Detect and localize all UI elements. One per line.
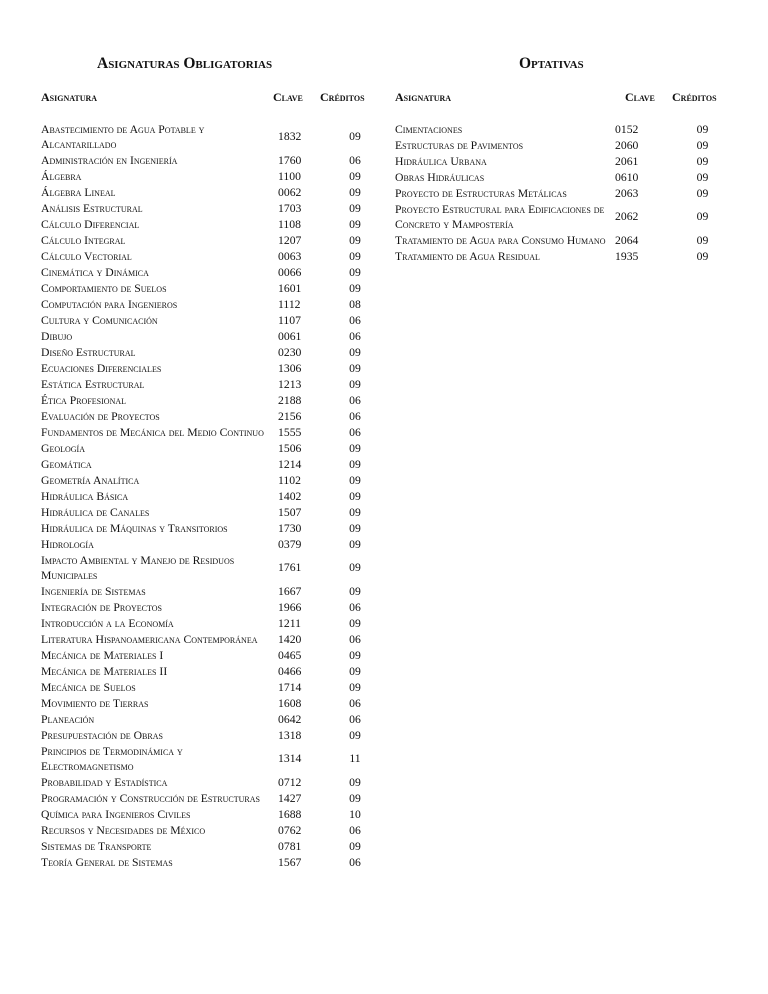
optativas-header-clave: Clave (625, 90, 655, 104)
subject-creditos: 09 (349, 265, 361, 279)
subject-clave: 1667 (278, 584, 302, 598)
subject-creditos: 09 (349, 457, 361, 471)
table-row (41, 360, 376, 376)
table-row (41, 536, 376, 552)
subject-clave: 1761 (278, 561, 302, 574)
subject-name: Cinemática y Dinámica (41, 265, 149, 279)
subject-name: Comportamiento de Suelos (41, 281, 167, 295)
table-row (41, 408, 376, 424)
table-row (395, 169, 728, 185)
table-row (41, 679, 376, 695)
subject-creditos: 09 (696, 233, 709, 247)
subject-name: Sistemas de Transporte (41, 839, 152, 853)
subject-clave: 1211 (278, 616, 301, 630)
subject-name: Estructuras de Pavimentos (395, 138, 524, 152)
subject-creditos: 06 (349, 632, 361, 646)
subject-creditos: 09 (696, 138, 709, 152)
subject-name: Recursos y Necesidades de México (41, 823, 206, 837)
subject-creditos: 09 (349, 505, 361, 519)
table-row (41, 216, 376, 232)
subject-clave: 1567 (278, 855, 302, 869)
subject-creditos: 11 (349, 752, 361, 765)
subject-creditos: 06 (349, 313, 361, 327)
subject-clave: 1420 (278, 632, 302, 646)
subject-creditos: 09 (349, 839, 361, 853)
subject-name: Teoría General de Sistemas (41, 855, 173, 869)
subject-name: Estática Estructural (41, 377, 145, 391)
subject-name: Geomática (41, 457, 92, 471)
subject-clave: 0061 (278, 329, 302, 343)
table-row (41, 615, 376, 631)
subject-name: Integración de Proyectos (41, 600, 162, 614)
table-row (41, 520, 376, 536)
table-row (395, 201, 728, 232)
subject-clave: 1703 (278, 201, 302, 215)
subject-name: Cálculo Vectorial (41, 249, 132, 263)
subject-clave: 0465 (278, 648, 302, 662)
subject-clave: 1555 (278, 425, 302, 439)
subject-name: Análisis Estructural (41, 201, 143, 215)
table-row (41, 504, 376, 520)
table-row (41, 838, 376, 854)
subject-creditos: 06 (349, 823, 361, 837)
table-row (41, 296, 376, 312)
subject-clave: 1318 (278, 728, 302, 742)
subject-creditos: 06 (349, 393, 361, 407)
table-row (41, 790, 376, 806)
subject-clave: 1306 (278, 361, 302, 375)
subject-creditos: 09 (696, 210, 709, 223)
subject-creditos: 09 (349, 728, 361, 742)
subject-creditos: 09 (349, 281, 361, 295)
subject-creditos: 09 (349, 775, 361, 789)
subject-clave: 1213 (278, 377, 302, 391)
subject-clave: 1107 (278, 313, 301, 327)
subject-creditos: 09 (349, 130, 361, 143)
subject-clave: 0781 (278, 839, 302, 853)
subject-clave: 1601 (278, 281, 302, 295)
subject-name: Diseño Estructural (41, 345, 136, 359)
subject-creditos: 09 (349, 664, 361, 678)
subject-clave: 1314 (278, 752, 302, 765)
table-row (41, 647, 376, 663)
subject-clave: 1760 (278, 153, 302, 167)
subject-name: Proyecto de Estructuras Metálicas (395, 186, 567, 200)
table-row (41, 472, 376, 488)
subject-clave: 2063 (615, 186, 639, 200)
subject-name: Hidrología (41, 537, 94, 551)
subject-name: Cálculo Integral (41, 233, 126, 247)
subject-name: Tratamiento de Agua para Consumo Humano (395, 233, 606, 247)
subject-name: Hidráulica Básica (41, 489, 129, 503)
subject-name: Geología (41, 441, 85, 455)
subject-clave: 1832 (278, 130, 302, 143)
subject-name: Computación para Ingenieros (41, 297, 178, 311)
subject-clave: 0152 (615, 122, 639, 136)
table-row (41, 711, 376, 727)
subject-creditos: 09 (349, 377, 361, 391)
subject-clave: 2156 (278, 409, 302, 423)
subject-creditos: 09 (349, 584, 361, 598)
subject-name: Álgebra Lineal (41, 185, 116, 199)
subject-creditos: 09 (349, 537, 361, 551)
subject-creditos: 06 (349, 329, 361, 343)
subject-creditos: 06 (349, 600, 361, 614)
subject-name: Abastecimiento de Agua Potable y Alcantarillado (41, 122, 205, 151)
table-row (41, 200, 376, 216)
subject-clave: 0712 (278, 775, 302, 789)
subject-clave: 1112 (278, 297, 301, 311)
obligatorias-header-creditos: Créditos (320, 90, 365, 104)
table-row (41, 456, 376, 472)
table-row (41, 599, 376, 615)
subject-clave: 0066 (278, 265, 302, 279)
subject-clave: 0642 (278, 712, 302, 726)
subject-name: Álgebra (41, 169, 82, 183)
subject-name: Tratamiento de Agua Residual (395, 249, 540, 263)
subject-creditos: 09 (696, 249, 709, 263)
subject-name: Geometría Analítica (41, 473, 140, 487)
subject-creditos: 09 (349, 616, 361, 630)
subject-name: Introducción a la Economía (41, 616, 174, 630)
subject-name: Proyecto Estructural para Edificaciones de Concreto y Mampostería (395, 202, 605, 231)
subject-creditos: 09 (349, 345, 361, 359)
subject-creditos: 09 (696, 122, 709, 136)
subject-name: Mecánica de Suelos (41, 680, 136, 694)
table-row (41, 152, 376, 168)
table-row (41, 663, 376, 679)
table-row (41, 424, 376, 440)
subject-clave: 0062 (278, 185, 302, 199)
subject-clave: 1608 (278, 696, 302, 710)
obligatorias-table (41, 121, 376, 870)
subject-creditos: 09 (349, 169, 361, 183)
optativas-header-asignatura: Asignatura (395, 90, 452, 104)
subject-creditos: 09 (349, 791, 361, 805)
table-row (41, 328, 376, 344)
subject-clave: 1730 (278, 521, 302, 535)
table-row (41, 695, 376, 711)
subject-creditos: 09 (349, 249, 361, 263)
subject-name: Ética Profesional (41, 393, 127, 407)
subject-creditos: 06 (349, 409, 361, 423)
subject-name: Cimentaciones (395, 122, 463, 136)
table-row (41, 184, 376, 200)
subject-clave: 1108 (278, 217, 301, 231)
subject-clave: 2062 (615, 210, 639, 223)
subject-name: Evaluación de Proyectos (41, 409, 160, 423)
subject-creditos: 09 (349, 561, 361, 574)
optativas-table (395, 121, 728, 264)
subject-creditos: 06 (349, 696, 361, 710)
subject-clave: 0762 (278, 823, 302, 837)
table-row (395, 185, 728, 201)
subject-clave: 1935 (615, 249, 639, 263)
subject-clave: 0063 (278, 249, 302, 263)
subject-creditos: 06 (349, 855, 361, 869)
subject-name: Dibujo (41, 329, 73, 343)
subject-creditos: 10 (349, 807, 361, 821)
table-row (41, 631, 376, 647)
subject-name: Fundamentos de Mecánica del Medio Continuo (41, 425, 264, 439)
subject-name: Administración en Ingeniería (41, 153, 178, 167)
table-row (41, 376, 376, 392)
table-row (41, 264, 376, 280)
table-row (41, 168, 376, 184)
table-row (41, 727, 376, 743)
subject-clave: 1966 (278, 600, 302, 614)
table-row (41, 806, 376, 822)
table-row (41, 743, 376, 774)
obligatorias-header-clave: Clave (273, 90, 303, 104)
subject-creditos: 09 (696, 186, 709, 200)
subject-clave: 1714 (278, 680, 302, 694)
subject-clave: 1214 (278, 457, 302, 471)
subject-name: Movimiento de Tierras (41, 696, 149, 710)
table-row (395, 232, 728, 248)
subject-clave: 2061 (615, 154, 639, 168)
table-row (41, 440, 376, 456)
subject-name: Literatura Hispanoamericana Contemporánea (41, 632, 258, 646)
subject-creditos: 09 (349, 185, 361, 199)
subject-creditos: 09 (349, 473, 361, 487)
table-row (41, 280, 376, 296)
subject-clave: 1507 (278, 505, 302, 519)
subject-clave: 1688 (278, 807, 302, 821)
subject-name: Impacto Ambiental y Manejo de Residuos Municipales (41, 553, 235, 582)
subject-name: Cultura y Comunicación (41, 313, 158, 327)
subject-name: Hidráulica de Máquinas y Transitorios (41, 521, 228, 535)
subject-name: Obras Hidráulicas (395, 170, 485, 184)
subject-name: Ingeniería de Sistemas (41, 584, 146, 598)
table-row (41, 552, 376, 583)
obligatorias-title: Asignaturas Obligatorias (97, 55, 273, 72)
subject-name: Química para Ingenieros Civiles (41, 807, 191, 821)
table-row (41, 121, 376, 152)
subject-clave: 0466 (278, 664, 302, 678)
table-row (41, 248, 376, 264)
subject-name: Cálculo Diferencial (41, 217, 140, 231)
subject-creditos: 09 (349, 233, 361, 247)
obligatorias-header-asignatura: Asignatura (41, 90, 98, 104)
subject-clave: 2188 (278, 393, 302, 407)
subject-clave: 1506 (278, 441, 302, 455)
subject-clave: 2064 (615, 233, 639, 247)
subject-clave: 0379 (278, 537, 302, 551)
subject-creditos: 08 (349, 297, 361, 311)
table-row (395, 121, 728, 137)
subject-creditos: 06 (349, 425, 361, 439)
subject-creditos: 09 (349, 441, 361, 455)
table-row (41, 774, 376, 790)
subject-clave: 0610 (615, 170, 639, 184)
subject-clave: 1102 (278, 473, 301, 487)
subject-creditos: 09 (349, 521, 361, 535)
table-row (41, 854, 376, 870)
subject-creditos: 09 (349, 648, 361, 662)
subject-name: Programación y Construcción de Estructuras (41, 791, 260, 805)
subject-name: Presupuestación de Obras (41, 728, 163, 742)
subject-creditos: 09 (349, 217, 361, 231)
table-row (41, 232, 376, 248)
optativas-header-creditos: Créditos (672, 90, 717, 104)
subject-clave: 1427 (278, 791, 302, 805)
subject-creditos: 09 (349, 201, 361, 215)
subject-name: Planeación (41, 712, 95, 726)
table-row (395, 137, 728, 153)
subject-creditos: 09 (696, 154, 709, 168)
subject-name: Hidráulica de Canales (41, 505, 150, 519)
subject-name: Ecuaciones Diferenciales (41, 361, 162, 375)
subject-clave: 1402 (278, 489, 302, 503)
table-row (395, 248, 728, 264)
subject-name: Hidráulica Urbana (395, 154, 487, 168)
table-row (41, 312, 376, 328)
subject-creditos: 09 (696, 170, 709, 184)
table-row (41, 344, 376, 360)
table-row (395, 153, 728, 169)
subject-clave: 1207 (278, 233, 302, 247)
subject-creditos: 09 (349, 680, 361, 694)
table-row (41, 488, 376, 504)
subject-creditos: 09 (349, 489, 361, 503)
subject-clave: 0230 (278, 345, 302, 359)
subject-name: Principios de Termodinámica y Electromagnetismo (41, 744, 183, 773)
optativas-title: Optativas (519, 55, 584, 72)
subject-name: Mecánica de Materiales I (41, 648, 164, 662)
table-row (41, 392, 376, 408)
subject-creditos: 06 (349, 712, 361, 726)
subject-clave: 2060 (615, 138, 639, 152)
table-row (41, 822, 376, 838)
subject-creditos: 09 (349, 361, 361, 375)
subject-name: Probabilidad y Estadística (41, 775, 168, 789)
subject-clave: 1100 (278, 169, 301, 183)
subject-creditos: 06 (349, 153, 361, 167)
table-row (41, 583, 376, 599)
subject-name: Mecánica de Materiales II (41, 664, 168, 678)
